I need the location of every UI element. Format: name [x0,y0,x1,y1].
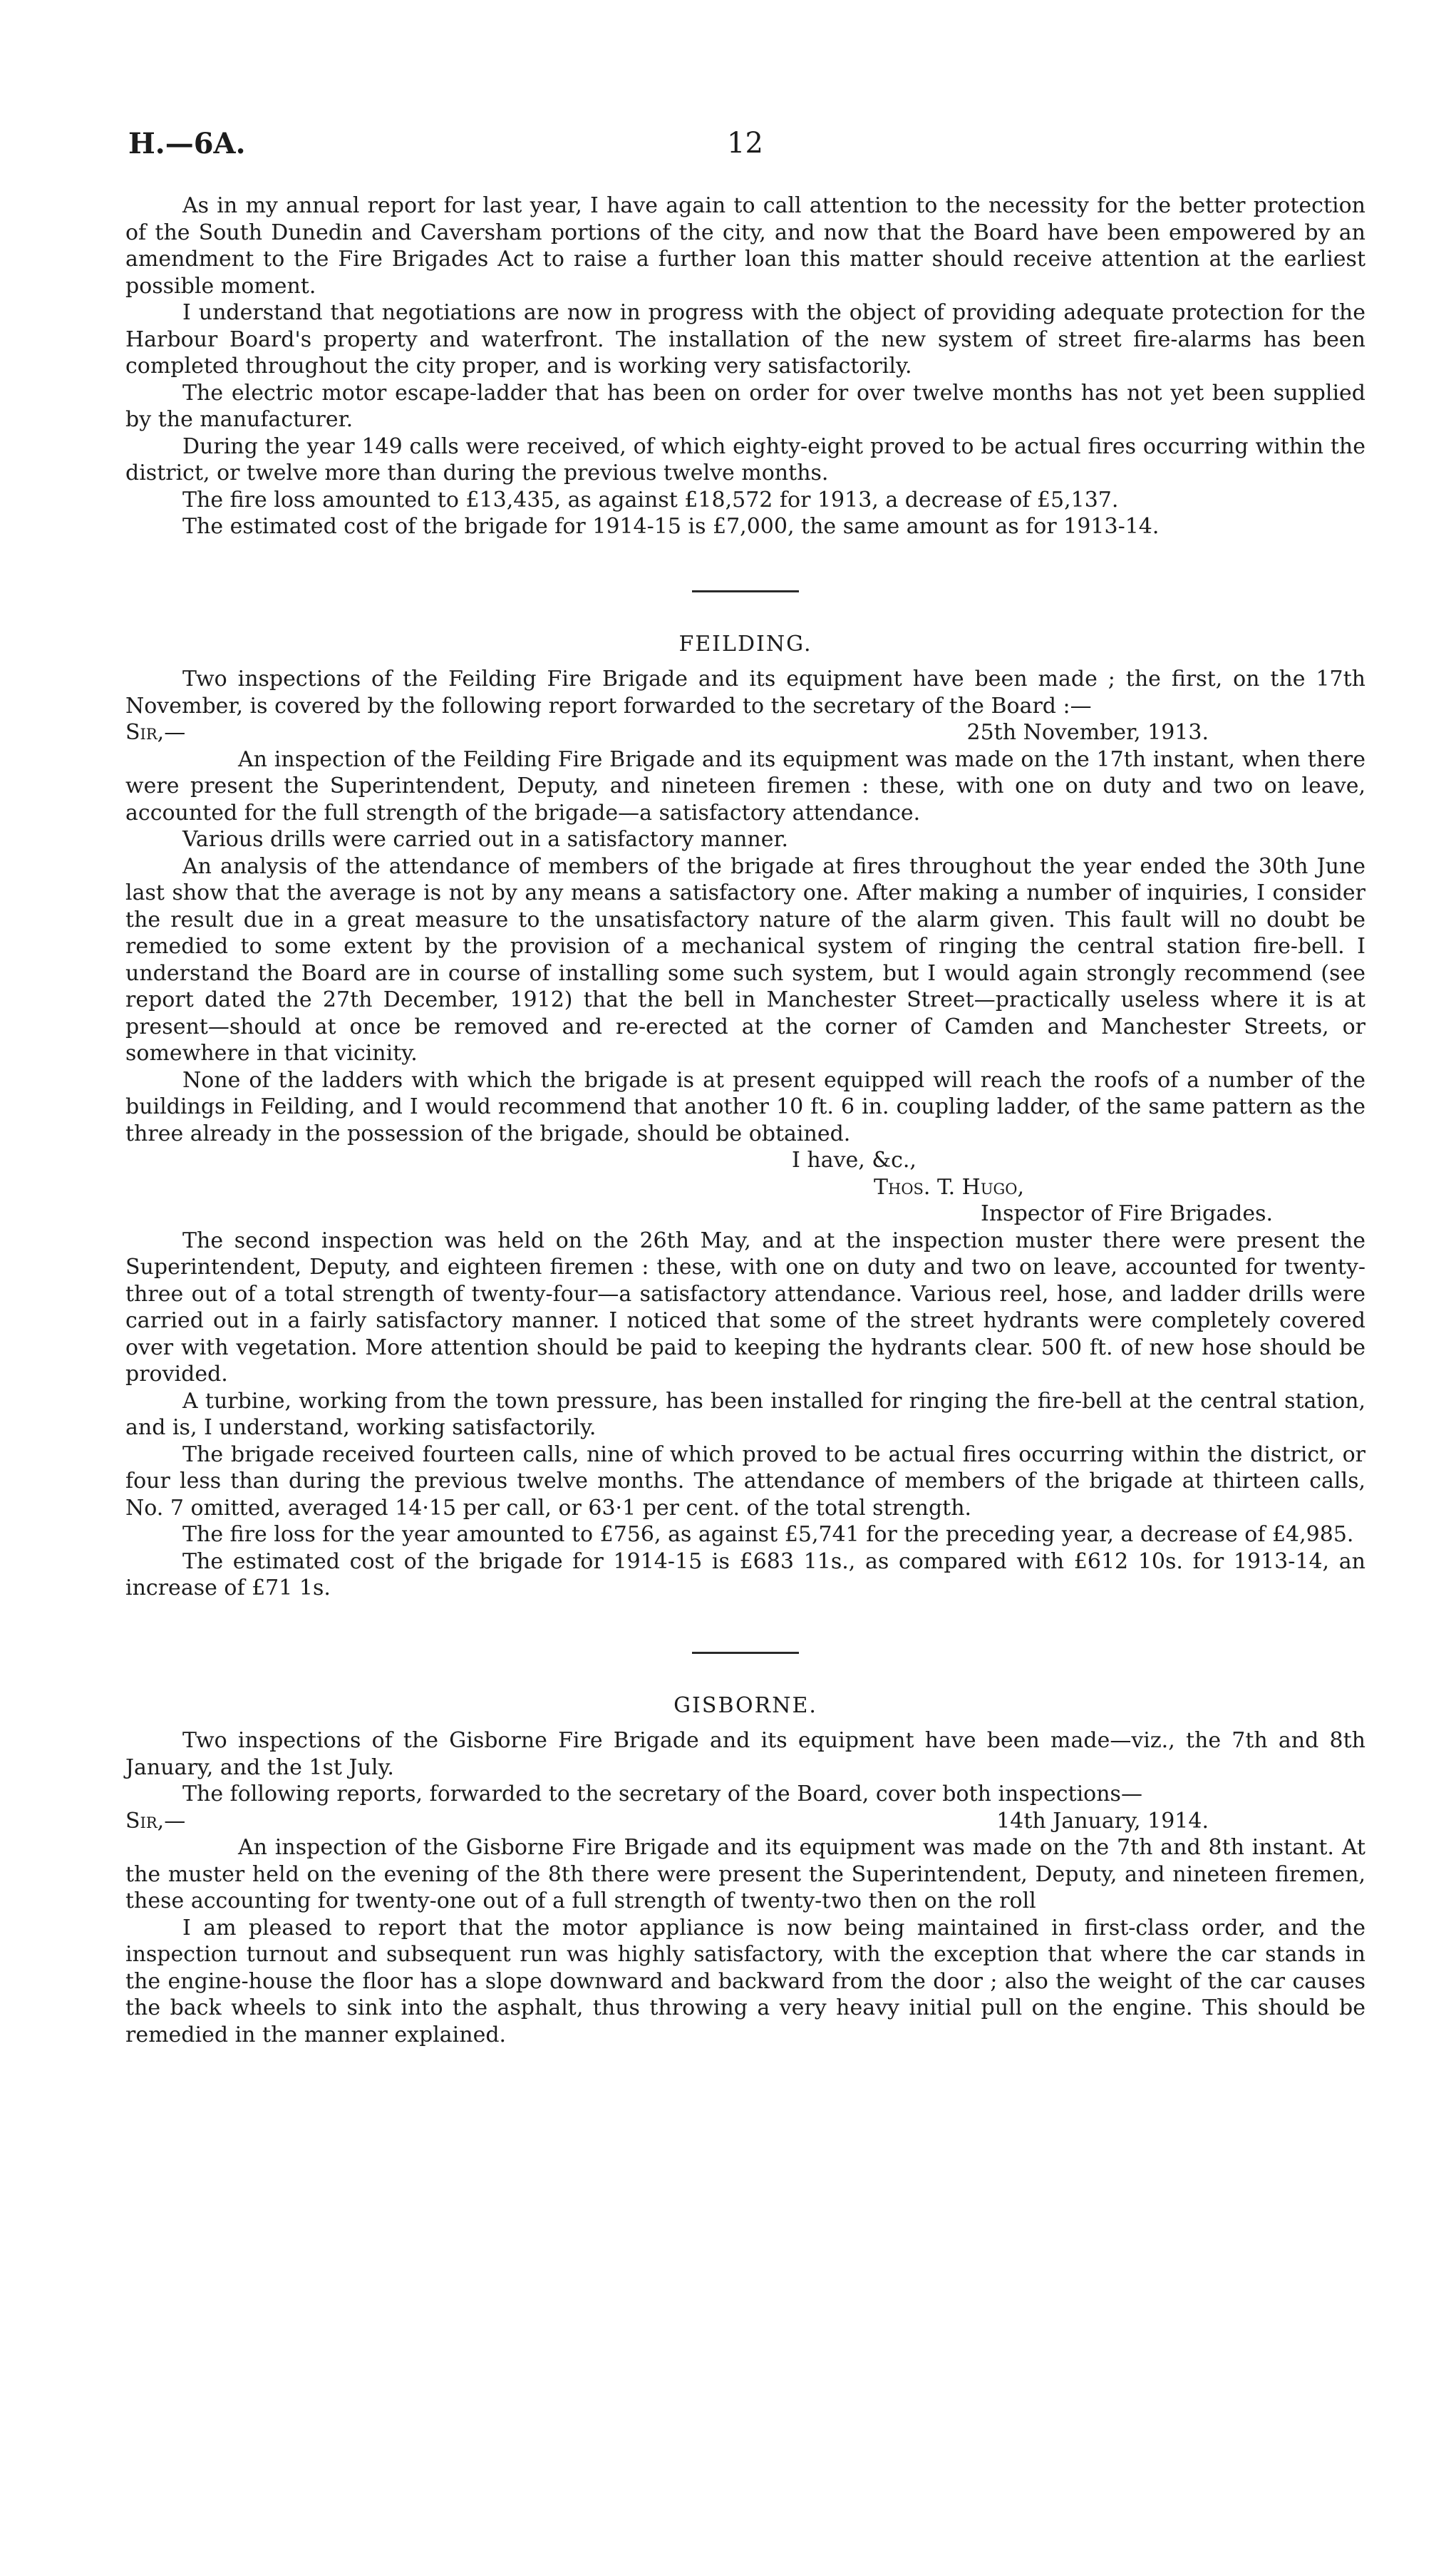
paragraph: The brigade received fourteen calls, nine of which proved to be actual fires occurring within the district, or four less than during the previous twelve months. The attendance of members of the brigade at thirteen calls, No. 7 omitted, averaged 14·15 per call, or 63·1 per cent. of the total strength. [125,1441,1365,1521]
salutation: Sir,— [125,720,186,745]
section-divider [692,590,799,592]
paragraph: Two inspections of the Feilding Fire Brigade and its equipment have been made ; the first, on the 17th November, is covered by the following report forwarded to the secretary of the Board :— [125,667,1365,719]
paragraph: The estimated cost of the brigade for 1914-15 is £7,000, the same amount as for 1913-14. [182,514,1160,539]
paragraph: Two inspections of the Gisborne Fire Brigade and its equipment have been made—viz., the 7th and 8th January, and the 1st July. [125,1728,1365,1780]
section-heading-feilding: FEILDING. [678,631,812,657]
letter-paragraph: An inspection of the Gisborne Fire Brigade and its equipment was made on the 7th and 8th instant. At the muster held on the evening of the 8th there were present the Superintendent, Deputy, and nineteen firemen, these accounting for twenty-one out of a full strength of twenty-two then on the roll [125,1835,1365,1913]
paragraph: During the year 149 calls were received, of which eighty-eight proved to be actual fires occurring within the district, or twelve more than during the previous twelve months. [125,433,1365,485]
paragraph: A turbine, working from the town pressure, has been installed for ringing the fire-bell at the central station, and is, I understand, working satisfactorily. [125,1388,1365,1440]
section-heading-gisborne: GISBORNE. [673,1692,817,1718]
letter-date: 25th November, 1913. [966,720,1209,745]
paragraph: The estimated cost of the brigade for 1914-15 is £683 11s., as compared with £612 10s. for 1913-14, an increase of £71 1s. [125,1548,1365,1600]
salutation: Sir,— [125,1808,186,1834]
page-reference: H.—6A. [128,127,246,160]
signatory-name: Thos. T. Hugo, [874,1174,1025,1200]
paragraph: The fire loss for the year amounted to £756, as against £5,741 for the preceding year, a decrease of £4,985. [182,1522,1354,1547]
paragraph: The following reports, forwarded to the secretary of the Board, cover both inspections— [182,1782,1142,1806]
sign-off: I have, &c., [792,1148,917,1173]
letter-paragraph: Various drills were carried out in a satisfactory manner. [182,827,789,852]
letter-paragraph: I am pleased to report that the motor appliance is now being maintained in first-class order, and the inspection turnout and subsequent run was highly satisfactory, with the exception that where the car stands in the engine-house the floor has a slope downward and backward from the door ; also the weight of the car causes the back wheels to sink into the asphalt, thus throwing a very heavy initial pull on the engine. This should be remedied in the manner explained. [125,1915,1365,2047]
page-number: 12 [727,127,763,160]
paragraph: I understand that negotiations are now in progress with the object of providing adequate protection for the Harbour Board's property and waterfront. The installation of the new system of street fire-alarms has been completed throughout the city proper, and is working very satisfactorily. [125,300,1365,379]
letter-date: 14th January, 1914. [996,1808,1209,1834]
letter-dateline [125,719,1365,746]
page-body [125,192,1365,2048]
paragraph: The second inspection was held on the 26th May, and at the inspection muster there were present the Superintendent, Deputy, and eighteen firemen : these, with one on duty and two on leave, accounted for twenty-three out of a total strength of twenty-four—a satisfactory attendance. Various reel, hose, and ladder drills were carried out in a fairly satisfactory manner. I noticed that some of the street hydrants were completely covered over with vegetation. More attention should be paid to keeping the hydrants clear. 500 ft. of new hose should be provided. [125,1228,1365,1387]
letter-dateline [125,1808,1365,1835]
section-divider [692,1652,799,1654]
letter-paragraph: An analysis of the attendance of members of the brigade at fires throughout the year ended the 30th June last show that the average is not by any means a satisfactory one. After making a number of inquiries, I consider the result due in a great measure to the unsatisfactory nature of the alarm given. This fault will no doubt be remedied to some extent by the provision of a mechanical system of ringing the central station fire-bell. I understand the Board are in course of installing some such system, but I would again strongly recommend (see report dated the 27th December, 1912) that the bell in Manchester Street—practically useless where it is at present—should at once be removed and re-erected at the corner of Camden and Manchester Streets, or somewhere in that vicinity. [125,853,1365,1066]
paragraph: As in my annual report for last year, I have again to call attention to the necessity for the better protection of the South Dunedin and Caversham portions of the city, and now that the Board have been empowered by an amendment to the Fire Brigades Act to raise a further loan this matter should receive attention at the earliest possible moment. [125,193,1365,299]
signatory-title: Inspector of Fire Brigades. [981,1201,1274,1226]
paragraph: The electric motor escape-ladder that has been on order for over twelve months has not yet been supplied by the manufacturer. [125,380,1365,432]
letter-paragraph: None of the ladders with which the brigade is at present equipped will reach the roofs of a number of the buildings in Feilding, and I would recommend that another 10 ft. 6 in. coupling ladder, of the same pattern as the three already in the possession of the brigade, should be obtained. [125,1067,1365,1146]
letter-paragraph: An inspection of the Feilding Fire Brigade and its equipment was made on the 17th instant, when there were present the Superintendent, Deputy, and nineteen firemen : these, with one on duty and two on leave, accounted for the full strength of the brigade—a satisfactory attendance. [125,746,1365,826]
paragraph: The fire loss amounted to £13,435, as against £18,572 for 1913, a decrease of £5,137. [182,487,1119,513]
